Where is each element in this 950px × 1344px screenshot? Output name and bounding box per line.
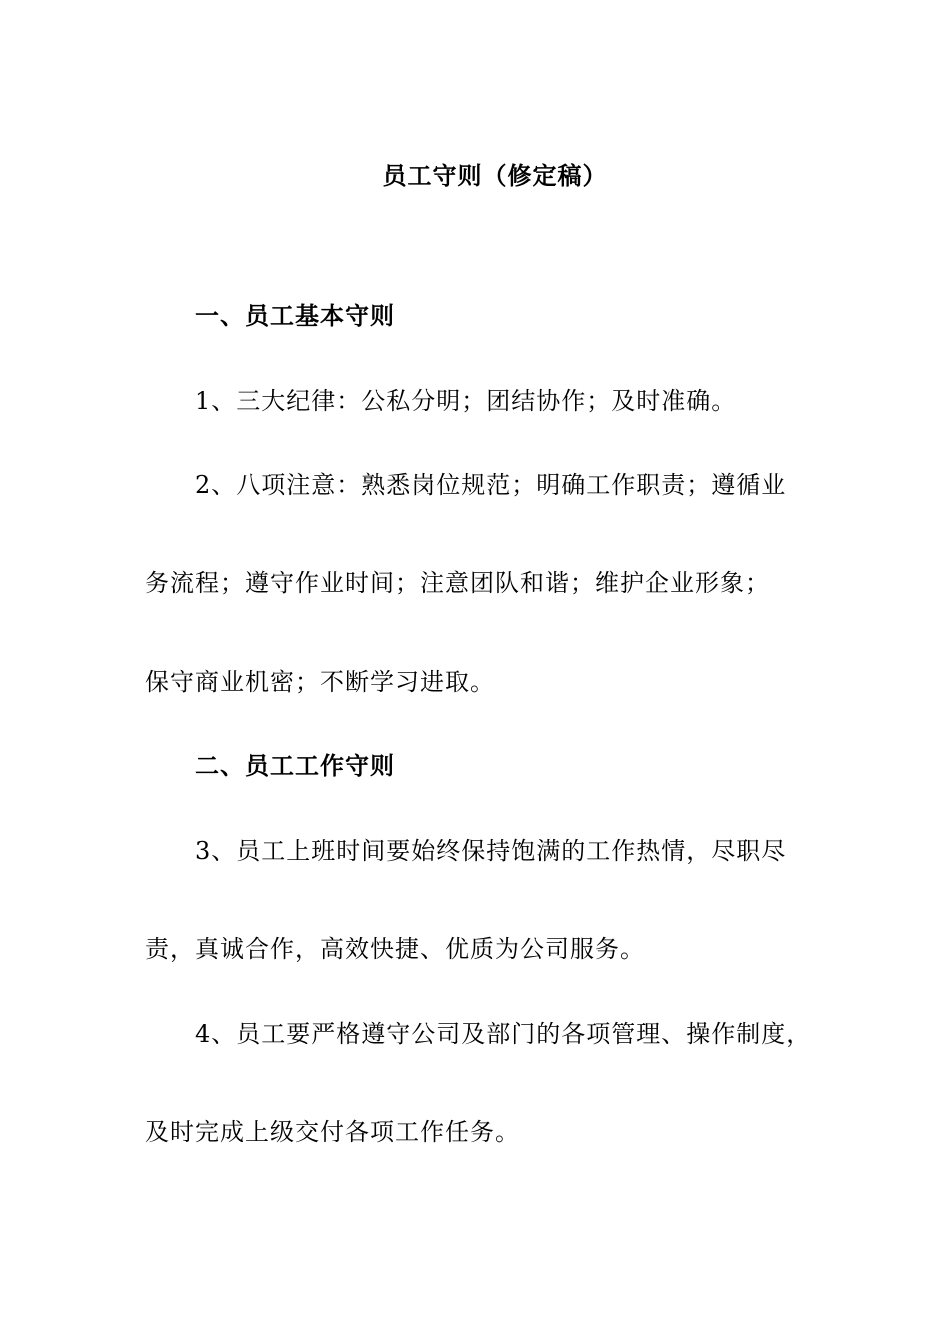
rule-3-line-2: 责，真诚合作，高效快捷、优质为公司服务。 (145, 935, 645, 963)
rule-2-line-1: 2、八项注意：熟悉岗位规范；明确工作职责；遵循业 (195, 471, 787, 499)
rule-2-line-3: 保守商业机密；不断学习进取。 (145, 668, 495, 696)
rule-3-line-1: 3、员工上班时间要始终保持饱满的工作热情，尽职尽 (195, 837, 787, 865)
section-heading-work-rules: 二、员工工作守则 (195, 752, 395, 780)
rule-4-line-2: 及时完成上级交付各项工作任务。 (145, 1118, 520, 1146)
section-heading-basic-rules: 一、员工基本守则 (195, 302, 395, 330)
rule-1-line-1: 1、三大纪律：公私分明；团结协作；及时准确。 (195, 387, 737, 415)
document-title: 员工守则（修定稿） (382, 162, 608, 190)
rule-2-line-2: 务流程；遵守作业时间；注意团队和谐；维护企业形象； (145, 569, 770, 597)
rule-4-line-1: 4、员工要严格遵守公司及部门的各项管理、操作制度， (195, 1020, 812, 1048)
